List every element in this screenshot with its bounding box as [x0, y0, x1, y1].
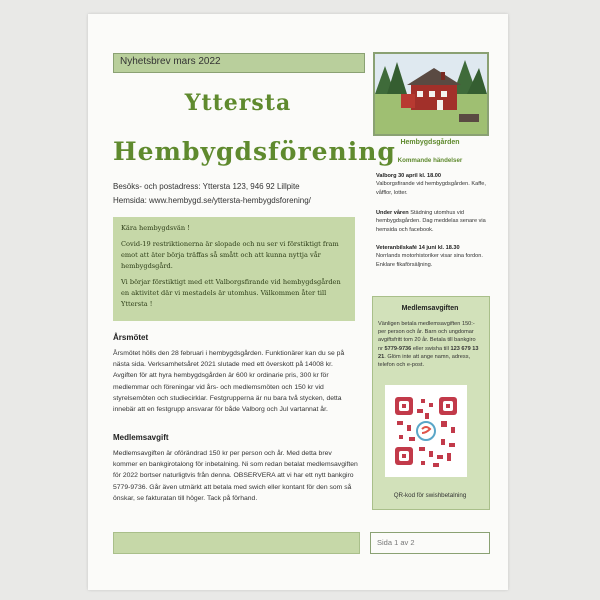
event-title: Valborg 30 april kl. 18.00: [376, 173, 441, 179]
address-text: Besöks- och postadress: Yttersta 123, 946 92 Lillpite: [113, 182, 300, 191]
website-text: Hemsida: www.hembygd.se/yttersta-hembygdsforening/: [113, 196, 311, 205]
membership-text-a: Vänligen betala medlemsavgiften 150:- per person och år. Barn och ungdomar avgiftsfritt tom 20 år. Betala till bankgiro nr: [378, 321, 476, 352]
title-line-1: Yttersta: [184, 90, 292, 116]
event-item: [376, 172, 488, 197]
greeting-salutation: Kära hembygdsvän !: [121, 224, 190, 232]
membership-text-b: eller swisha till: [411, 345, 451, 352]
contact-info: [113, 180, 311, 208]
event-item: [376, 244, 488, 269]
greeting-paragraph-2: Vi börjar förstiktigt med ett Valborgsfirande vid hembygdsgården en aktivitet där vi mestadels är utomhus. Välkommen åter till Yttersta !: [121, 278, 341, 308]
page-number-box: [370, 532, 490, 554]
event-item: [376, 209, 488, 234]
hembygdsgarden-picture: [373, 52, 489, 136]
event-desc: Städning utomhus vid hembygdsgården. Dag meddelas senare via hemsida och facebook.: [376, 210, 486, 233]
qr-caption: QR-kod för swishbetalning: [393, 492, 467, 499]
image-caption: Hembygdsgården: [400, 139, 460, 146]
section-heading-medlemsavgift: Medlemsavgift: [113, 433, 169, 442]
footer-bar: [113, 532, 360, 554]
section-text-medlemsavgift: Medlemsavgiften är oförändrad 150 kr per person och år. Med detta brev kommer en bankgirotalong för inbetalning. Ni som redan betalat medlemsavgiften för 2022 bortser naturligtvis från denna. OBSERVERA att vi har ett nytt bankgiro 5779-9736. Går även utmärkt att betala med swich eller kontant för den som så önskar, se fakturatan till höger. Tack på förhand.: [113, 450, 358, 502]
greeting-box: [113, 217, 355, 321]
section-heading-arsmotet: Årsmötet: [113, 333, 149, 342]
section-text-arsmotet: Årsmötet hölls den 28 februari i hembygdsgården. Funktionärer kan du se på nästa sida. Verksamhetsåret 2021 slutade med ett överskott på 14008 kr. Avgiften för att hyra hembygdsgården är 600 kr ordinarie pris, 300 kr för medlemmar och föreningar vid års- och medlemsmöten och 150 kr vid styrelsemöten och studiecirklar. Festgrupperna är nu bara två stycken, detta innebär att en festgrupp ansvarar för både Valborg och Jul vartannat år.: [113, 350, 345, 414]
header-bar: [113, 53, 365, 73]
swish-qr-code: [385, 385, 467, 477]
event-desc: Norrlands motorhistoriker visar sina fordon. Enklare fikaförsäljning.: [376, 253, 483, 268]
greeting-paragraph-1: Covid-19 restriktionerna är slopade och nu ser vi förstiktigt fram emot att äter börja träffas så smått och att kunna nyttja vår hembygdsgård.: [121, 240, 339, 270]
membership-text-c: . Glöm inte att ange namn, adress, telefon och e-post.: [378, 353, 471, 369]
events-heading: Kommande händelser: [397, 157, 463, 164]
title-line-2: Hembygdsförening: [113, 137, 396, 166]
event-title: Under våren: [376, 210, 409, 216]
swish-number: 123 679 13 21: [378, 345, 479, 360]
page-number: Sida 1 av 2: [377, 538, 415, 547]
membership-heading: Medlemsavgiften: [401, 305, 459, 312]
event-desc: Valborgsfirande vid hembygdsgården. Kaffe, våfflor, lotter.: [376, 181, 486, 196]
membership-text: [378, 320, 482, 369]
event-title: Veteranbilskafé 14 juni kl. 18.30: [376, 245, 460, 251]
newsletter-date-label: Nyhetsbrev mars 2022: [120, 56, 221, 67]
bankgiro-number: 5779-9736: [384, 345, 412, 352]
